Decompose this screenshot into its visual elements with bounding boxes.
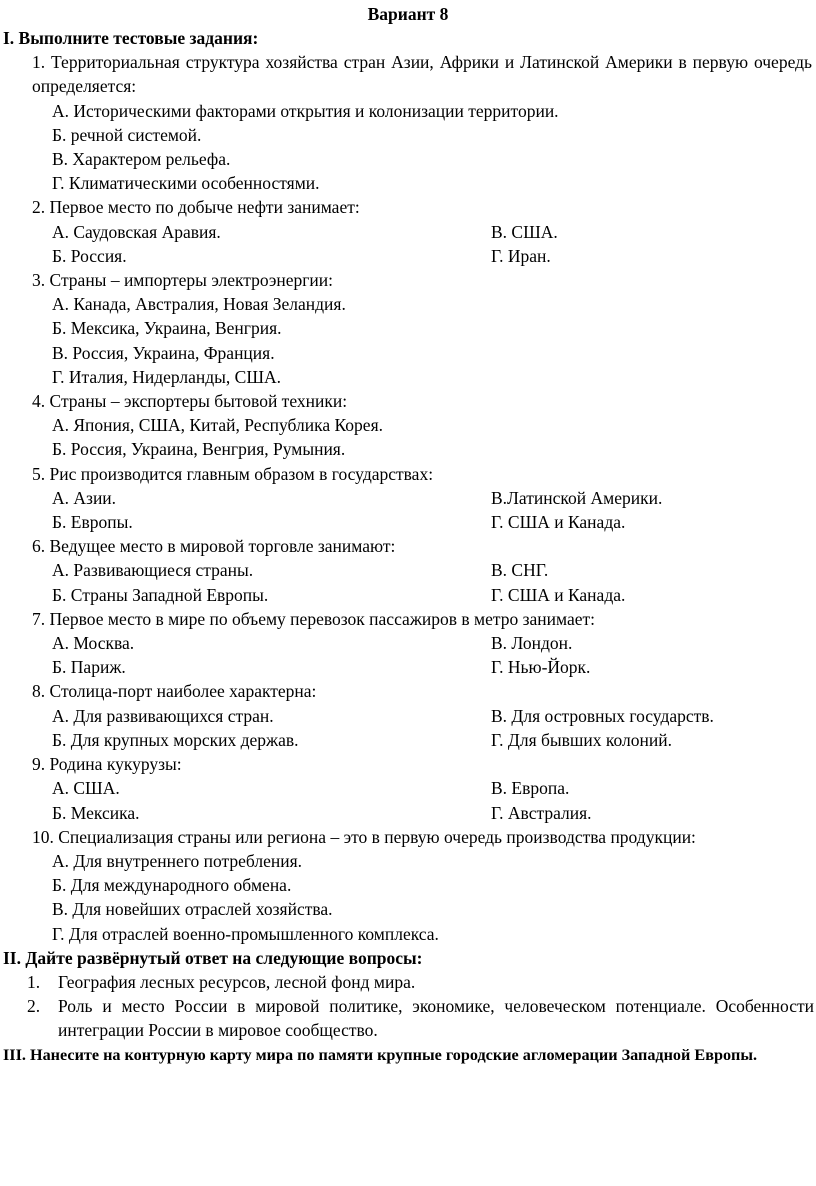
question-8: 8. Столица-порт наиболее характерна: [32, 681, 317, 702]
question-5-row-1 [0, 486, 816, 510]
question-10: 10. Специализация страны или региона – это в первую очередь производства продукции: [32, 826, 696, 847]
list-item-number: 1. [27, 971, 41, 992]
question-6-row-1 [0, 558, 816, 582]
question-1-option-b: Б. речной системой. [52, 124, 202, 145]
question-2-row-2 [0, 244, 816, 268]
question-10-option-a: А. Для внутреннего потребления. [52, 850, 302, 871]
question-9-row-2 [0, 801, 816, 825]
question-2-row-1 [0, 220, 816, 244]
variant-title: Вариант 8 [367, 4, 449, 24]
question-5-row-2 [0, 510, 816, 534]
question-2-option-b: Б. Россия. [52, 245, 127, 266]
question-1-option-c: В. Характером рельефа. [52, 149, 231, 170]
question-2-option-d: Г. Иран. [491, 245, 551, 266]
list-item-number: 2. [27, 996, 41, 1017]
question-3-option-b: Б. Мексика, Украина, Венгрия. [52, 318, 282, 339]
question-7: 7. Первое место в мире по объему перевозок пассажиров в метро занимает: [32, 608, 596, 629]
question-1-option-a: А. Историческими факторами открытия и колонизации территории. [52, 100, 559, 121]
question-5-option-d: Г. США и Канада. [491, 512, 626, 533]
question-3-option-a: А. Канада, Австралия, Новая Зеландия. [52, 294, 346, 315]
question-7-option-d: Г. Нью-Йорк. [491, 657, 591, 678]
section-2-heading: II. Дайте развёрнутый ответ на следующие вопросы: [3, 947, 423, 968]
question-7-option-b: Б. Париж. [52, 657, 126, 678]
question-8-row-1 [0, 704, 816, 728]
question-4-option-a: А. Япония, США, Китай, Республика Корея. [52, 415, 383, 436]
question-6-option-d: Г. США и Канада. [491, 584, 626, 605]
question-1: 1. Территориальная структура хозяйства стран Азии, Африки и Латинской Америки в первую очередь определяется: [32, 52, 812, 97]
list-item-text: Роль и место России в мировой политике, экономике, человеческом потенциале. Особенности интеграции России в мировое сообщество. [58, 996, 814, 1041]
section-2-list [0, 970, 816, 1043]
question-3-option-d: Г. Италия, Нидерланды, США. [52, 366, 282, 387]
section-1-heading: I. Выполните тестовые задания: [3, 28, 259, 48]
question-10-option-b: Б. Для международного обмена. [52, 875, 292, 896]
question-2-option-c: В. США. [491, 221, 558, 242]
question-7-row-2 [0, 655, 816, 679]
question-8-row-2 [0, 728, 816, 752]
question-9-option-a: А. США. [52, 778, 120, 799]
question-6-option-a: А. Развивающиеся страны. [52, 560, 254, 581]
question-1-option-d: Г. Климатическими особенностями. [52, 173, 320, 194]
question-5: 5. Рис производится главным образом в государствах: [32, 463, 434, 484]
question-5-option-b: Б. Европы. [52, 512, 133, 533]
question-8-option-d: Г. Для бывших колоний. [491, 729, 672, 750]
list-item [27, 970, 814, 994]
list-item-text: География лесных ресурсов, лесной фонд мира. [58, 971, 416, 992]
question-6-row-2 [0, 583, 816, 607]
question-5-option-a: А. Азии. [52, 487, 117, 508]
question-9: 9. Родина кукурузы: [32, 754, 182, 775]
question-7-row-1 [0, 631, 816, 655]
question-8-option-b: Б. Для крупных морских держав. [52, 729, 299, 750]
question-7-option-c: В. Лондон. [491, 633, 573, 654]
question-6-option-c: В. СНГ. [491, 560, 549, 581]
question-4: 4. Страны – экспортеры бытовой техники: [32, 391, 348, 412]
question-9-option-c: В. Европа. [491, 778, 570, 799]
list-item [27, 994, 814, 1042]
question-9-option-b: Б. Мексика. [52, 802, 140, 823]
question-8-option-a: А. Для развивающихся стран. [52, 705, 274, 726]
question-6-option-b: Б. Страны Западной Европы. [52, 584, 269, 605]
question-6: 6. Ведущее место в мировой торговле занимают: [32, 536, 396, 557]
question-10-option-c: В. Для новейших отраслей хозяйства. [52, 899, 333, 920]
question-4-option-b: Б. Россия, Украина, Венгрия, Румыния. [52, 439, 346, 460]
question-9-option-d: Г. Австралия. [491, 802, 592, 823]
section-3-heading: III. Нанесите на контурную карту мира по памяти крупные городские агломерации Западной Европы. [3, 1045, 758, 1064]
question-2-option-a: А. Саудовская Аравия. [52, 221, 221, 242]
question-3: 3. Страны – импортеры электроэнергии: [32, 270, 334, 291]
question-7-option-a: А. Москва. [52, 633, 135, 654]
question-2: 2. Первое место по добыче нефти занимает: [32, 197, 360, 218]
question-3-option-c: В. Россия, Украина, Франция. [52, 342, 275, 363]
question-5-option-c: В.Латинской Америки. [491, 487, 663, 508]
question-10-option-d: Г. Для отраслей военно-промышленного комплекса. [52, 923, 439, 944]
question-9-row-1 [0, 776, 816, 800]
question-8-option-c: В. Для островных государств. [491, 705, 714, 726]
